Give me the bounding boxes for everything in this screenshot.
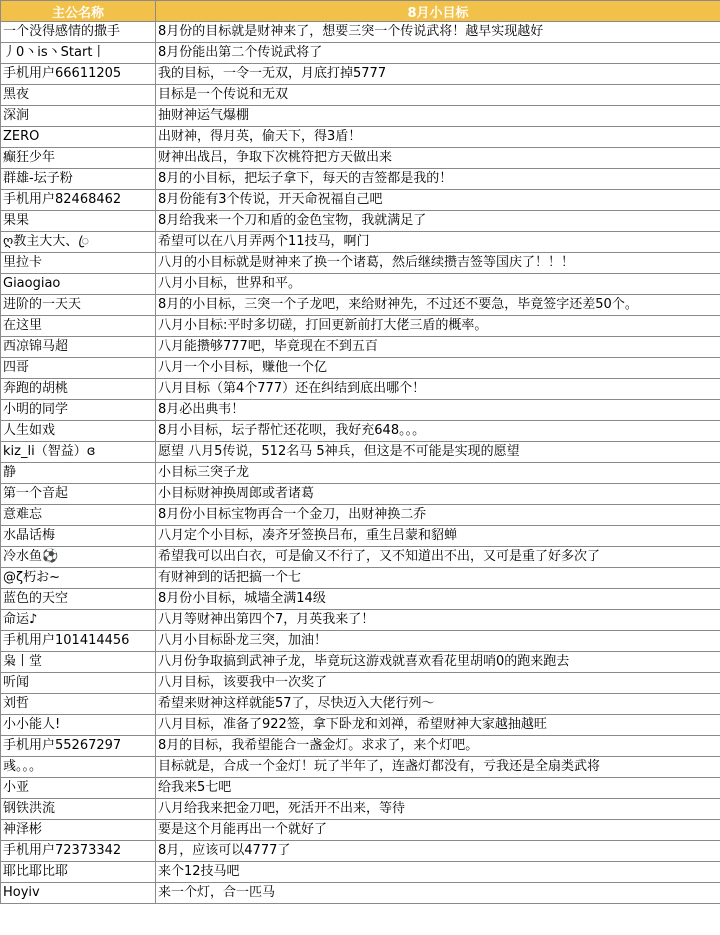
player-name-cell: 水晶话梅 <box>1 526 156 547</box>
table-row <box>1 610 720 631</box>
goal-cell: 8月，应该可以4777了 <box>156 841 720 862</box>
table-row <box>1 820 720 841</box>
table-row <box>1 379 720 400</box>
player-name-cell: 小亚 <box>1 778 156 799</box>
table-row <box>1 673 720 694</box>
player-name-cell: 第一个音起 <box>1 484 156 505</box>
player-name-cell: 深涧 <box>1 106 156 127</box>
player-name-cell: 小明的同学 <box>1 400 156 421</box>
goal-cell: 小目标财神换周郎或者诸葛 <box>156 484 720 505</box>
table-row <box>1 358 720 379</box>
player-name-cell: 钢铁洪流 <box>1 799 156 820</box>
player-name-cell: 冷水鱼⚽ <box>1 547 156 568</box>
goal-cell: 8月的目标，我希望能合一盏金灯。求求了，来个灯吧。 <box>156 736 720 757</box>
table-row <box>1 463 720 484</box>
header-name: 主公名称 <box>1 1 156 22</box>
player-name-cell: ZERO <box>1 127 156 148</box>
table-row <box>1 505 720 526</box>
goal-cell: 八月能攒够777吧，毕竟现在不到五百 <box>156 337 720 358</box>
table-row <box>1 211 720 232</box>
table-row <box>1 190 720 211</box>
player-name-cell: @ζ朽お~ <box>1 568 156 589</box>
table-row <box>1 862 720 883</box>
player-name-cell: 听闻 <box>1 673 156 694</box>
player-name-cell: 果果 <box>1 211 156 232</box>
player-name-cell: 丿0丶is丶Start丨 <box>1 43 156 64</box>
table-row <box>1 736 720 757</box>
goal-cell: 小目标三突子龙 <box>156 463 720 484</box>
goal-cell: 八月小目标卧龙三突，加油！ <box>156 631 720 652</box>
goal-cell: 八月目标，该要我中一次奖了 <box>156 673 720 694</box>
player-name-cell: 命运♪ <box>1 610 156 631</box>
table-row <box>1 337 720 358</box>
header-row <box>1 1 720 22</box>
goal-cell: 8月小目标，坛子帮忙还花呗，我好充648。。。 <box>156 421 720 442</box>
player-name-cell: 里拉卡 <box>1 253 156 274</box>
goal-cell: 希望来财神这样就能57了，尽快迈入大佬行列～ <box>156 694 720 715</box>
table-row <box>1 421 720 442</box>
table-row <box>1 778 720 799</box>
player-name-cell: 手机用户66611205 <box>1 64 156 85</box>
table-row <box>1 22 720 43</box>
goal-cell: 八月小目标:平时多切磋，打回更新前打大佬三盾的概率。 <box>156 316 720 337</box>
table-row <box>1 631 720 652</box>
table-row <box>1 64 720 85</box>
player-name-cell: 在这里 <box>1 316 156 337</box>
goal-cell: 八月目标，准备了922签，拿下卧龙和刘禅，希望财神大家越抽越旺 <box>156 715 720 736</box>
table-row <box>1 547 720 568</box>
goal-cell: 8月的小目标，三突一个子龙吧，来给财神先，不过还不要急，毕竟签字还差50个。 <box>156 295 720 316</box>
goal-cell: 目标是一个传说和无双 <box>156 85 720 106</box>
player-name-cell: 手机用户55267297 <box>1 736 156 757</box>
goal-cell: 我的目标，一令一无双，月底打掉5777 <box>156 64 720 85</box>
table-row <box>1 295 720 316</box>
goal-cell: 来一个灯，合一匹马 <box>156 883 720 904</box>
goal-cell: 目标就是，合成一个金灯！玩了半年了，连盏灯都没有，亏我还是全扇类武将 <box>156 757 720 778</box>
goal-cell: 希望可以在八月弄两个11技马，啊门 <box>156 232 720 253</box>
table-row <box>1 400 720 421</box>
goal-cell: 抽财神运气爆棚 <box>156 106 720 127</box>
player-name-cell: 奔跑的胡桃 <box>1 379 156 400</box>
goal-cell: 有财神到的话把搞一个七 <box>156 568 720 589</box>
player-name-cell: 人生如戏 <box>1 421 156 442</box>
goal-cell: 愿望 八月5传说，512名马 5神兵，但这是不可能是实现的愿望 <box>156 442 720 463</box>
goal-cell: 八月目标（第4个777）还在纠结到底出哪个！ <box>156 379 720 400</box>
player-name-cell: 四哥 <box>1 358 156 379</box>
player-name-cell: 静 <box>1 463 156 484</box>
player-name-cell: 手机用户101414456 <box>1 631 156 652</box>
goal-cell: 出财神，得月英，偷天下，得3盾！ <box>156 127 720 148</box>
table-row <box>1 169 720 190</box>
goal-cell: 给我来5七吧 <box>156 778 720 799</box>
goal-cell: 来个12技马吧 <box>156 862 720 883</box>
table-row <box>1 799 720 820</box>
player-name-cell: 枭丨堂 <box>1 652 156 673</box>
player-name-cell: 西凉锦马超 <box>1 337 156 358</box>
goal-cell: 8月份能有3个传说，开天命祝福自己吧 <box>156 190 720 211</box>
goal-cell: 八月份争取搞到武神子龙，毕竟玩这游戏就喜欢看花里胡哨0的跑来跑去 <box>156 652 720 673</box>
goal-cell: 八月等财神出第四个7，月英我来了！ <box>156 610 720 631</box>
goal-cell: 八月定个小目标，凑齐牙签换吕布，重生吕蒙和貂蝉 <box>156 526 720 547</box>
player-name-cell: 手机用户82468462 <box>1 190 156 211</box>
player-name-cell: kiz_li（智益）ɞ <box>1 442 156 463</box>
table-row <box>1 484 720 505</box>
goal-cell: 八月一个小目标，赚他一个亿 <box>156 358 720 379</box>
table-row <box>1 568 720 589</box>
player-name-cell: 刘哲 <box>1 694 156 715</box>
table-row <box>1 274 720 295</box>
player-name-cell: 进阶的一天天 <box>1 295 156 316</box>
goal-cell: 8月必出典韦！ <box>156 400 720 421</box>
goal-cell: 希望我可以出白衣，可是偷又不行了，又不知道出不出，又可是重了好多次了 <box>156 547 720 568</box>
player-name-cell: 手机用户72373342 <box>1 841 156 862</box>
player-name-cell: Hoyiv <box>1 883 156 904</box>
table-row <box>1 148 720 169</box>
player-name-cell: 耶比耶比耶 <box>1 862 156 883</box>
table-row <box>1 757 720 778</box>
table-row <box>1 652 720 673</box>
table-row <box>1 883 720 904</box>
goal-cell: 八月小目标，世界和平。 <box>156 274 720 295</box>
goal-cell: 8月份小目标宝物再合一个金刀，出财神换二乔 <box>156 505 720 526</box>
goal-cell: 8月份的目标就是财神来了，想要三突一个传说武将！越早实现越好 <box>156 22 720 43</box>
player-name-cell: ღ教主大大、ꦿ <box>1 232 156 253</box>
goal-cell: 8月给我来一个刀和盾的金色宝物，我就满足了 <box>156 211 720 232</box>
table-row <box>1 589 720 610</box>
table-row <box>1 841 720 862</box>
player-name-cell: Giaogiao <box>1 274 156 295</box>
player-name-cell: 蓝色的天空 <box>1 589 156 610</box>
table-row <box>1 85 720 106</box>
player-name-cell: 黑夜 <box>1 85 156 106</box>
player-name-cell: 癫狂少年 <box>1 148 156 169</box>
table-row <box>1 442 720 463</box>
table-row <box>1 43 720 64</box>
goal-cell: 财神出战吕，争取下次桃符把方天做出来 <box>156 148 720 169</box>
table-row <box>1 232 720 253</box>
player-name-cell: 群雄-坛子粉 <box>1 169 156 190</box>
goal-cell: 要是这个月能再出一个就好了 <box>156 820 720 841</box>
player-name-cell: 一个没得感情的撒手 <box>1 22 156 43</box>
player-name-cell: 神泽彬 <box>1 820 156 841</box>
table-row <box>1 694 720 715</box>
table-row <box>1 316 720 337</box>
table-row <box>1 106 720 127</box>
goal-cell: 8月份小目标，城墙全满14级 <box>156 589 720 610</box>
goal-cell: 8月份能出第二个传说武将了 <box>156 43 720 64</box>
player-name-cell: 意难忘 <box>1 505 156 526</box>
table-row <box>1 127 720 148</box>
table-row <box>1 715 720 736</box>
player-name-cell: 小小能人! <box>1 715 156 736</box>
header-goal: 8月小目标 <box>156 1 720 22</box>
table-row <box>1 253 720 274</box>
goal-cell: 八月给我来把金刀吧，死活开不出来，等待 <box>156 799 720 820</box>
goal-cell: 八月的小目标就是财神来了换一个诸葛，然后继续攒吉签等国庆了！！！ <box>156 253 720 274</box>
goal-cell: 8月的小目标，把坛子拿下，每天的吉签都是我的！ <box>156 169 720 190</box>
table-row <box>1 526 720 547</box>
player-name-cell: 彧。。。 <box>1 757 156 778</box>
